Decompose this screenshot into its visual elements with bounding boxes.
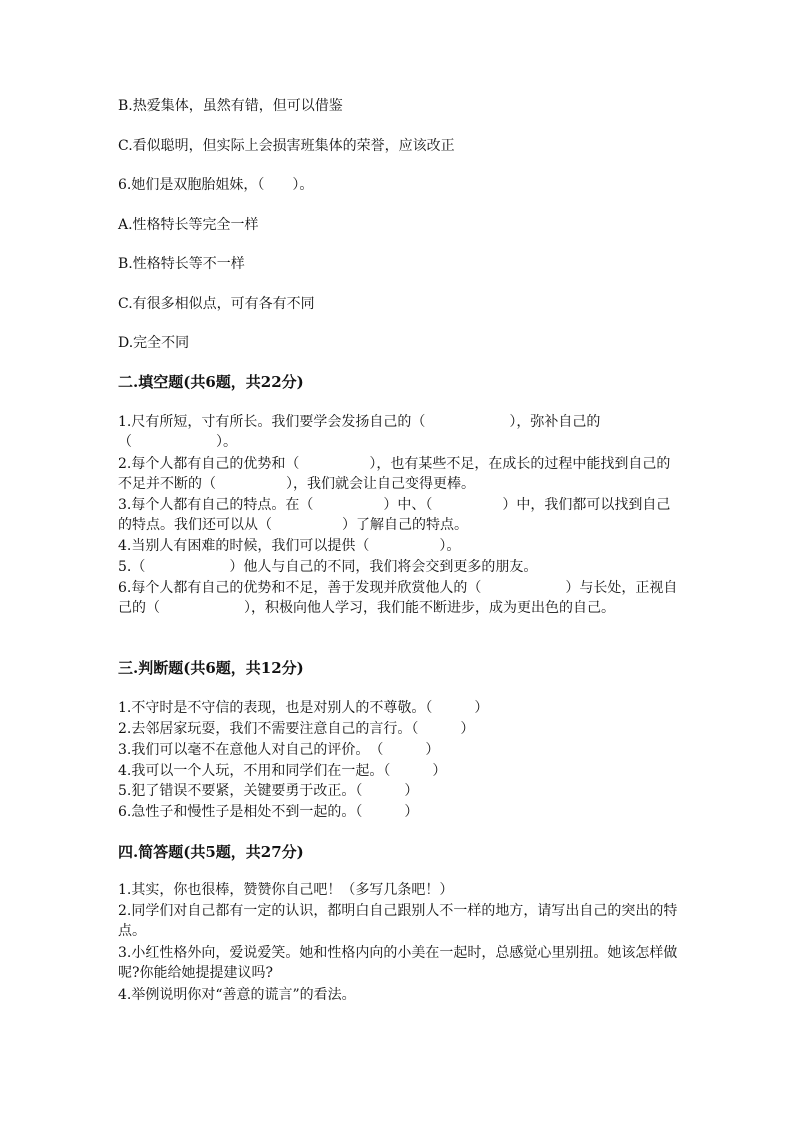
true-false-item-3: 3.我们可以毫不在意他人对自己的评价。 （ ） — [118, 742, 440, 758]
section-heading-short-answer: 四.简答题(共5题，共27分) — [118, 843, 304, 861]
section-heading-true-false: 三.判断题(共6题，共12分) — [118, 659, 304, 677]
fill-blank-item-1: 1.尺有所短，寸有所长。我们要学会发扬自己的（ ），弥补自己的（ ）。 — [118, 414, 601, 450]
option-b: B.热爱集体，虽然有错，但可以借鉴 — [118, 98, 343, 114]
q6-option-b: B.性格特长等不一样 — [118, 256, 245, 272]
fill-blank-item-3: 3.每个人都有自己的特点。在（ ）中、（ ）中，我们都可以找到自己的特点。我们还可以从（ ）了解自己的特点。 — [118, 497, 671, 533]
short-answer-item-4: 4.举例说明你对“善意的谎言”的看法。 — [118, 987, 356, 1003]
short-answer-item-2: 2.同学们对自己都有一定的认识，都明白自己跟别人不一样的地方，请写出自己的突出的特点。 — [118, 903, 678, 939]
true-false-item-4: 4.我可以一个人玩，不用和同学们在一起。（ ） — [118, 763, 447, 779]
q6-option-d: D.完全不同 — [118, 335, 190, 351]
fill-blank-item-6: 6.每个人都有自己的优势和不足，善于发现并欣赏他人的（ ）与长处，正视自己的（ ），积极向他人学习，我们能不断进步，成为更出色的自己。 — [118, 580, 678, 616]
true-false-item-1: 1.不守时是不守信的表现，也是对别人的不尊敬。（ ） — [118, 700, 489, 716]
fill-blank-item-5: 5.（ ）他人与自己的不同，我们将会交到更多的朋友。 — [118, 559, 538, 575]
true-false-item-6: 6.急性子和慢性子是相处不到一起的。（ ） — [118, 804, 419, 820]
short-answer-item-3: 3.小红性格外向，爱说爱笑。她和性格内向的小美在一起时，总感觉心里别扭。她该怎样做呢?你能给她提提建议吗? — [118, 945, 678, 981]
true-false-item-5: 5.犯了错误不要紧，关键要勇于改正。（ ） — [118, 783, 419, 799]
fill-blank-item-2: 2.每个人都有自己的优势和（ ），也有某些不足，在成长的过程中能找到自己的不足并不断的（ ），我们就会让自己变得更棒。 — [118, 456, 671, 492]
true-false-item-2: 2.去邻居家玩耍，我们不需要注意自己的言行。（ ） — [118, 721, 475, 737]
option-c: C.看似聪明，但实际上会损害班集体的荣誉，应该改正 — [118, 138, 455, 154]
q6-option-a: A.性格特长等完全一样 — [118, 217, 259, 233]
fill-blank-item-4: 4.当别人有困难的时候，我们可以提供（ ）。 — [118, 538, 461, 554]
section-heading-fill-blank: 二.填空题(共6题，共22分) — [118, 373, 304, 391]
q6-option-c: C.有很多相似点，可有各有不同 — [118, 296, 315, 312]
short-answer-item-1: 1.其实，你也很棒，赞赞你自己吧！（多写几条吧！） — [118, 882, 454, 898]
question-6-stem: 6.她们是双胞胎姐妹，（ ）。 — [118, 177, 314, 193]
